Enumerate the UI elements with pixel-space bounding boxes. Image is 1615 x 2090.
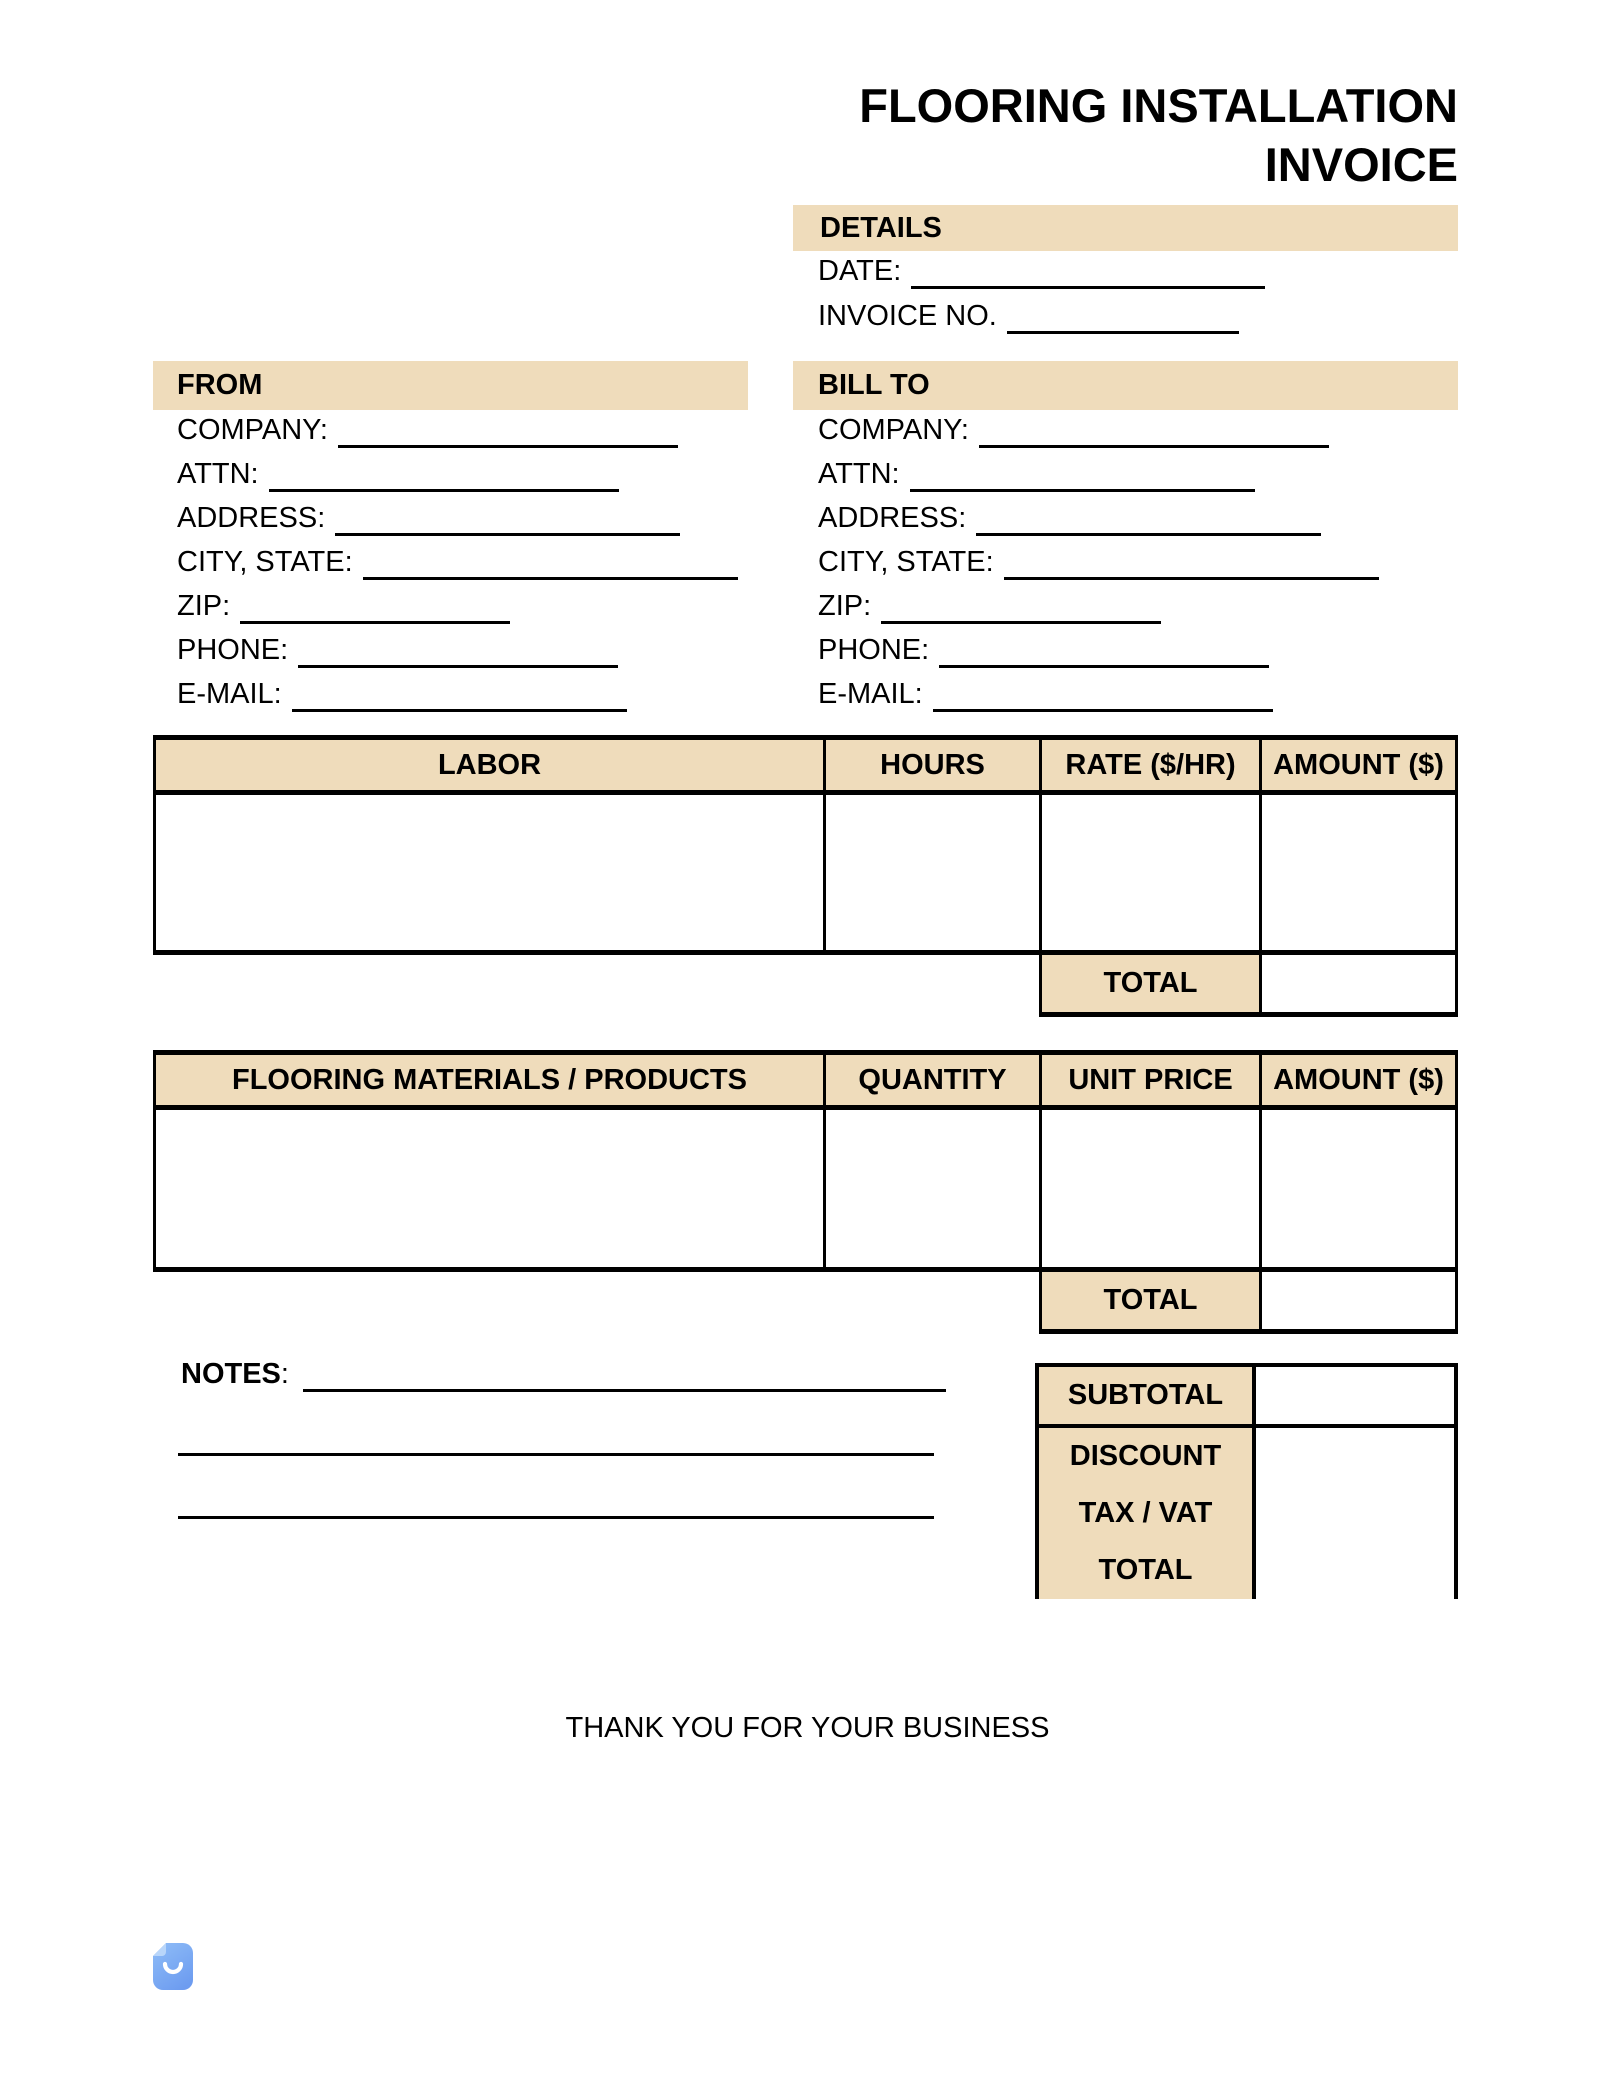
bill-to-address-label: ADDRESS:: [818, 502, 967, 534]
bill-to-phone-input-line[interactable]: [939, 634, 1269, 668]
from-email-input-line[interactable]: [292, 678, 627, 712]
labor-table-row: [153, 795, 1458, 955]
document-smile-icon: [153, 1943, 193, 1990]
labor-total-row: [153, 955, 1458, 1017]
from-fields: [177, 404, 738, 712]
materials-table-header: [153, 1050, 1458, 1110]
labor-cell[interactable]: [156, 795, 823, 950]
from-zip-label: ZIP:: [177, 590, 231, 622]
from-attn-input-line[interactable]: [269, 458, 619, 492]
bill-to-zip-input-line[interactable]: [881, 590, 1161, 624]
labor-col-header: LABOR: [437, 749, 542, 781]
discount-value[interactable]: [1256, 1428, 1454, 1485]
from-attn-row: [177, 448, 738, 492]
bill-to-phone-label: PHONE:: [818, 634, 930, 666]
tax-vat-value[interactable]: [1256, 1485, 1454, 1542]
hours-col-header: HOURS: [823, 740, 1039, 790]
summary-table: [1035, 1363, 1458, 1599]
labor-table-header: [153, 735, 1458, 795]
from-phone-input-line[interactable]: [298, 634, 618, 668]
from-city-state-label: CITY, STATE:: [177, 546, 353, 578]
grand-total-label: TOTAL: [1039, 1542, 1256, 1599]
materials-table-row: [153, 1110, 1458, 1272]
from-company-input-line[interactable]: [338, 414, 678, 448]
bill-to-heading: BILL TO: [818, 369, 930, 401]
page-title: [859, 76, 1458, 194]
quantity-col-header: QUANTITY: [823, 1055, 1039, 1105]
amount-cell[interactable]: [1259, 795, 1455, 950]
bill-to-zip-label: ZIP:: [818, 590, 872, 622]
bill-to-address-input-line[interactable]: [976, 502, 1321, 536]
materials-item-cell[interactable]: [156, 1110, 823, 1267]
thank-you-text: THANK YOU FOR YOUR BUSINESS: [565, 1712, 1050, 1744]
discount-label: DISCOUNT: [1039, 1428, 1256, 1485]
labor-table: [153, 735, 1458, 1017]
from-address-row: [177, 492, 738, 536]
hours-cell[interactable]: [823, 795, 1039, 950]
date-label: DATE:: [818, 255, 902, 287]
from-zip-input-line[interactable]: [240, 590, 510, 624]
bill-to-attn-label: ATTN:: [818, 458, 900, 490]
rate-cell[interactable]: [1039, 795, 1259, 950]
from-zip-row: [177, 580, 738, 624]
subtotal-label: SUBTOTAL: [1039, 1367, 1256, 1424]
quantity-cell[interactable]: [823, 1110, 1039, 1267]
from-email-label: E-MAIL:: [177, 678, 282, 710]
discount-row: [1039, 1424, 1454, 1481]
bill-to-attn-row: [818, 448, 1379, 492]
rate-col-header: RATE ($/HR): [1039, 740, 1259, 790]
materials-total-spacer: [153, 1272, 1039, 1334]
invoice-no-input-line[interactable]: [1007, 300, 1239, 334]
unit-price-col-header: UNIT PRICE: [1039, 1055, 1259, 1105]
materials-total-row: [153, 1272, 1458, 1334]
title-line1: FLOORING INSTALLATION: [859, 79, 1458, 132]
unit-price-cell[interactable]: [1039, 1110, 1259, 1267]
from-address-input-line[interactable]: [335, 502, 680, 536]
bill-to-city-state-label: CITY, STATE:: [818, 546, 994, 578]
date-field-row: [818, 244, 1265, 289]
from-phone-label: PHONE:: [177, 634, 289, 666]
bill-to-email-row: [818, 668, 1379, 712]
materials-total-label: TOTAL: [1039, 1272, 1259, 1334]
bill-to-email-label: E-MAIL:: [818, 678, 923, 710]
notes-label: NOTES: [181, 1358, 281, 1390]
invoice-no-label: INVOICE NO.: [818, 300, 997, 332]
bill-to-fields: [818, 404, 1379, 712]
notes-input-line-3[interactable]: [178, 1516, 934, 1519]
from-city-state-input-line[interactable]: [363, 546, 738, 580]
bill-to-email-input-line[interactable]: [933, 678, 1273, 712]
bill-to-zip-row: [818, 580, 1379, 624]
notes-input-line-1[interactable]: [303, 1358, 946, 1392]
tax-vat-label: TAX / VAT: [1039, 1485, 1256, 1542]
from-phone-row: [177, 624, 738, 668]
notes-row: [181, 1354, 946, 1392]
title-line2: INVOICE: [1264, 138, 1458, 191]
labor-total-spacer: [153, 955, 1039, 1017]
bill-to-address-row: [818, 492, 1379, 536]
from-company-label: COMPANY:: [177, 414, 328, 446]
amount-col-header: AMOUNT ($): [1259, 740, 1455, 790]
bill-to-city-state-row: [818, 536, 1379, 580]
details-fields: [818, 244, 1265, 334]
bill-to-attn-input-line[interactable]: [910, 458, 1255, 492]
amount2-col-header: AMOUNT ($): [1259, 1055, 1455, 1105]
from-city-state-row: [177, 536, 738, 580]
subtotal-row: [1039, 1367, 1454, 1424]
from-section-header: [153, 361, 748, 410]
bill-to-company-row: [818, 404, 1379, 448]
labor-total-value[interactable]: [1259, 955, 1458, 1017]
bill-to-company-input-line[interactable]: [979, 414, 1329, 448]
labor-total-label: TOTAL: [1039, 955, 1259, 1017]
amount2-cell[interactable]: [1259, 1110, 1455, 1267]
from-company-row: [177, 404, 738, 448]
tax-vat-row: [1039, 1481, 1454, 1538]
materials-col-header: FLOORING MATERIALS / PRODUCTS: [231, 1064, 747, 1096]
notes-input-line-2[interactable]: [178, 1453, 934, 1456]
grand-total-row: [1039, 1538, 1454, 1595]
from-heading: FROM: [177, 369, 263, 401]
invoice-no-field-row: [818, 289, 1265, 334]
details-heading: DETAILS: [820, 212, 942, 244]
from-attn-label: ATTN:: [177, 458, 259, 490]
bill-to-company-label: COMPANY:: [818, 414, 969, 446]
date-input-line[interactable]: [911, 255, 1265, 289]
bill-to-phone-row: [818, 624, 1379, 668]
from-email-row: [177, 668, 738, 712]
bill-to-section-header: [793, 361, 1458, 410]
materials-total-value[interactable]: [1259, 1272, 1458, 1334]
materials-table: [153, 1050, 1458, 1334]
notes-colon: :: [280, 1358, 289, 1390]
from-address-label: ADDRESS:: [177, 502, 326, 534]
grand-total-value[interactable]: [1256, 1542, 1454, 1599]
bill-to-city-state-input-line[interactable]: [1004, 546, 1379, 580]
subtotal-value[interactable]: [1256, 1367, 1454, 1424]
